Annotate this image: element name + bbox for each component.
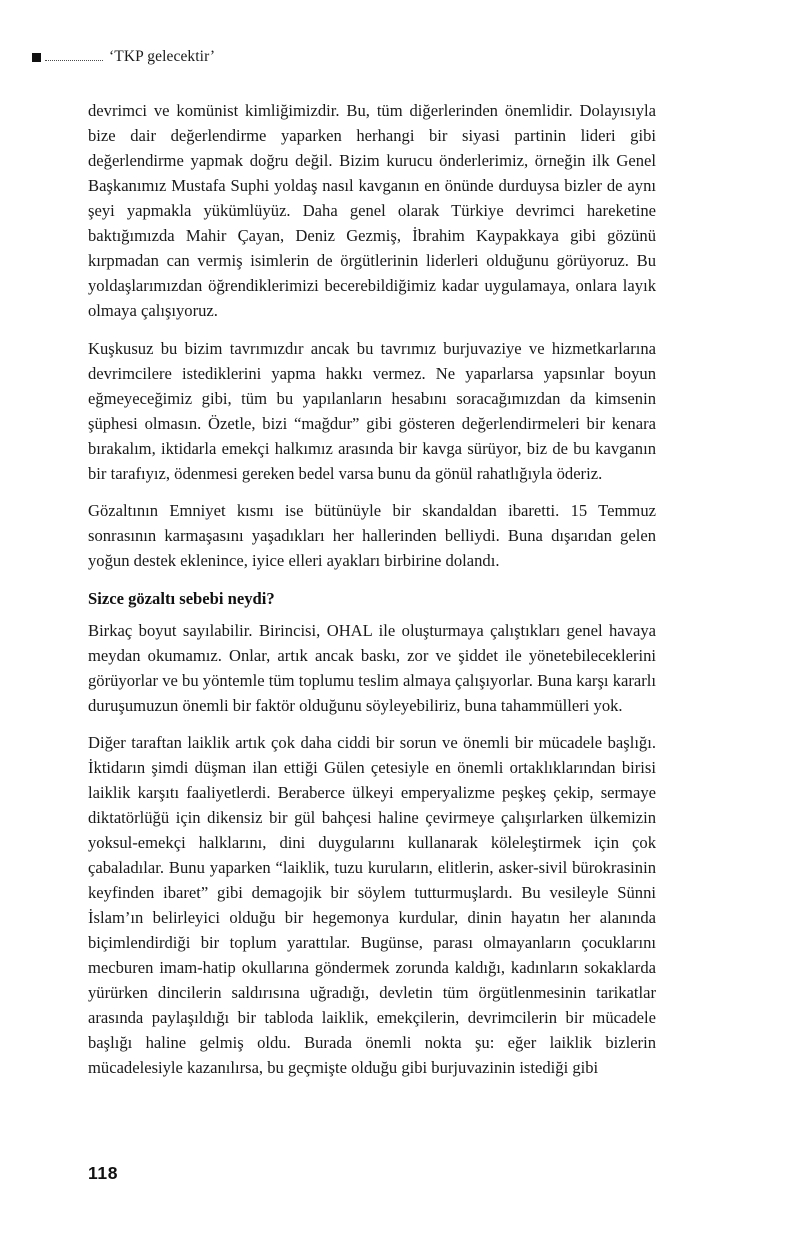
section-subheading: Sizce gözaltı sebebi neydi? — [88, 588, 275, 608]
paragraph-2: Kuşkusuz bu bizim tavrımızdır ancak bu tavrımız burjuvaziye ve hizmetkarlarına devrimcilere istediklerini yapma hakkı vermez. Ne yaparlarsa yapsınlar boyun eğmeyeceğimiz gibi, tüm bu yapılanların hesabını soracağımızdan da kimsenin şüphesi olmasın. Özetle, bizi “mağdur” gibi gösteren değerlendirmeleri bir kenara bırakalım, iktidarla emekçi halkımız arasında bir kavga sürüyor, biz de bu kavganın bir tarafıyız, ödenmesi gereken bedel varsa bunu da gönül rahatlığıyla öderiz. — [88, 338, 656, 483]
paragraph-3: Gözaltının Emniyet kısmı ise bütünüyle bir skandaldan ibaretti. 15 Temmuz sonrasının karmaşasını yaşadıkları her hallerinden belliydi. Buna dışarıdan gelen yoğun destek eklenince, iyice elleri ayakları birbirine dolandı. — [88, 501, 656, 570]
body-text-column — [88, 98, 656, 1080]
dotted-rule-divider — [45, 59, 103, 61]
paragraph-1: devrimci ve komünist kimliğimizdir. Bu, tüm diğerlerinden önemlidir. Dolayısıyla bize dair değerlendirme yaparken herhangi bir siyasi partinin lideri gibi değerlendirme yapmak doğru değil. Bizim kurucu önderlerimiz, örneğin ilk Genel Başkanımız Mustafa Suphi yoldaş nasıl kavganın en önünde durduysa bizler de aynı şeyi yapmakla yükümlüyüz. Daha genel olarak Türkiye devrimci hareketine baktığımızda Mahir Çayan, Deniz Gezmiş, İbrahim Kaypakkaya gibi gözünü kırpmadan can vermiş isimlerin de örgütlerinin liderleri olduğunu görüyoruz. Bu yoldaşlarımızdan öğrendiklerimizi becerebildiğimiz kadar uygulamaya, onlara layık olmaya çalışıyoruz. — [88, 101, 656, 320]
square-bullet-icon — [32, 53, 41, 62]
paragraph-4: Birkaç boyut sayılabilir. Birincisi, OHAL ile oluşturmaya çalıştıkları genel havaya meydan okumamız. Onlar, artık ancak baskı, zor ve şiddet ile yönetebileceklerini görüyorlar ve bu yöntemle tüm toplumu teslim almaya çalışıyorlar. Buna karşı kararlı duruşumuzun önemli bir faktör olduğunu söyleyebiliriz, buna tahammülleri yok. — [88, 620, 656, 715]
page-number: 118 — [88, 1163, 119, 1183]
running-header — [32, 47, 215, 67]
running-header-title: ‘TKP gelecektir’ — [109, 48, 216, 66]
paragraph-5: Diğer taraftan laiklik artık çok daha ciddi bir sorun ve önemli bir mücadele başlığı. İktidarın şimdi düşman ilan ettiği Gülen çetesiyle en önemli ortaklıklarından birisi laiklik karşıtı faaliyetlerdi. Beraberce ülkeyi emperyalizme peşkeş çekip, sermaye diktatörlüğü için dikensiz bir gül bahçesi haline çevirmeye çalışırlarken ülkemizin yoksul-emekçi halklarını, dini duygularını kullanarak köleleştirmek için çok çabaladılar. Bunu yaparken “laiklik, tuzu kuruların, elitlerin, asker-sivil bürokrasinin keyfinden ibaret” gibi demagojik bir söylem tutturmuşlardı. Bu vesileyle Sünni İslam’ın belirleyici olduğu bir hegemonya kurdular, dinin hayatın her alanında biçimlendirdiği bir toplum yarattılar. Bugünse, parası olmayanların çocuklarını mecburen imam-hatip okullarına göndermek zorunda kaldığı, kadınların sokaklarda yürürken dincilerin saldırısına uğradığı, devletin tüm örgütlenmesinin tarikatlar arasında paylaşıldığı bir tabloda laiklik, emekçilerin, devrimcilerin bir mücadele başlığı haline gelmiş oldu. Burada önemli nokta şu: eğer laiklik bizlerin mücadelesiyle kazanılırsa, bu geçmişte olduğu gibi burjuvazinin istediği gibi — [88, 733, 656, 1077]
